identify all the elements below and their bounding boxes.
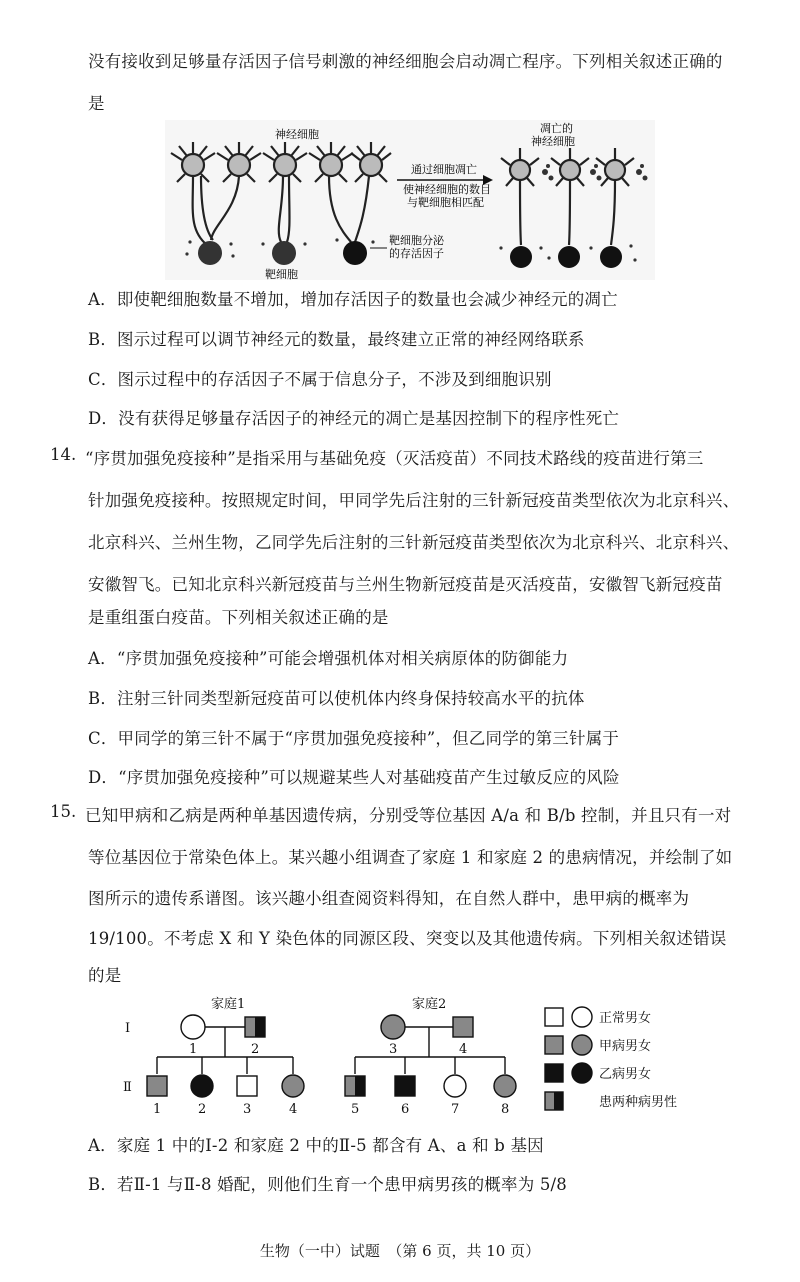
pedigree-num: 4 xyxy=(459,1042,468,1057)
q15-stem-line-1: 已知甲病和乙病是两种单基因遗传病，分别受等位基因 A/a 和 B/b 控制，并且只有一对 xyxy=(85,806,732,825)
q13-option-d: D．没有获得足够量存活因子的神经元的凋亡是基因控制下的程序性死亡 xyxy=(88,409,620,428)
label-target: 靶细胞 xyxy=(265,268,298,280)
q13-stem-line-1: 没有接收到足够量存活因子信号刺激的神经细胞会启动凋亡程序。下列相关叙述正确的 xyxy=(88,52,723,71)
pedigree-normal-female xyxy=(181,1015,205,1039)
q14-option-b: B．注射三针同类型新冠疫苗可以使机体内终身保持较高水平的抗体 xyxy=(88,689,585,708)
q14-stem-line-4: 安徽智飞。已知北京科兴新冠疫苗与兰州生物新冠疫苗是灭活疫苗，安徽智飞新冠疫苗 xyxy=(88,575,723,594)
q14-option-c: C．甲同学的第三针不属于“序贯加强免疫接种”，但乙同学的第三针属于 xyxy=(88,729,620,748)
legend-both: 患两种病男性 xyxy=(599,1095,678,1110)
pedigree-both-diseases-male xyxy=(245,1017,265,1037)
pedigree-num: 2 xyxy=(251,1042,260,1057)
label-apoptotic-2: 神经细胞 xyxy=(531,135,575,148)
q14-option-a: A．“序贯加强免疫接种”可能会增强机体对相关病原体的防御能力 xyxy=(88,649,569,668)
q15-stem-line-5: 的是 xyxy=(88,966,122,985)
pedigree-num: 2 xyxy=(198,1102,207,1117)
label-apoptotic-1: 凋亡的 xyxy=(540,122,573,135)
q14-stem-line-2: 针加强免疫接种。按照规定时间，甲同学先后注射的三针新冠疫苗类型依次为北京科兴、 xyxy=(88,491,740,510)
page-footer: 生物（一中）试题 （第 6 页，共 10 页） xyxy=(259,1242,541,1260)
q14-option-d: D．“序贯加强免疫接种”可以规避某些人对基础疫苗产生过敏反应的风险 xyxy=(88,768,620,787)
pedigree-disease-a-female xyxy=(381,1015,405,1039)
q14-stem-line-1: “序贯加强免疫接种”是指采用与基础免疫（灭活疫苗）不同技术路线的疫苗进行第三 xyxy=(85,449,704,468)
family1-label: 家庭1 xyxy=(211,997,246,1012)
label-arrow-3: 与靶细胞相匹配 xyxy=(407,196,484,209)
pedigree-num: 8 xyxy=(501,1102,510,1117)
label-factor-1: 靶细胞分泌 xyxy=(389,234,444,247)
generation-2-label: Ⅱ xyxy=(123,1080,132,1095)
q13-stem-line-2: 是 xyxy=(88,94,105,113)
pedigree-num: 6 xyxy=(401,1102,410,1117)
neuron-apoptosis-figure xyxy=(165,120,655,280)
legend-normal: 正常男女 xyxy=(599,1011,652,1026)
label-neuron: 神经细胞 xyxy=(275,128,319,141)
pedigree-num: 1 xyxy=(153,1102,162,1117)
q14-number: 14. xyxy=(50,445,77,464)
q14-stem-line-3: 北京科兴、兰州生物，乙同学先后注射的三针新冠疫苗类型依次为北京科兴、北京科兴、 xyxy=(88,533,740,552)
q15-stem-line-4: 19/100。不考虑 X 和 Y 染色体的同源区段、突变以及其他遗传病。下列相关叙述错误 xyxy=(88,929,727,948)
pedigree-num: 3 xyxy=(243,1102,252,1117)
q15-stem-line-2: 等位基因位于常染色体上。某兴趣小组调查了家庭 1 和家庭 2 的患病情况，并绘制了如 xyxy=(88,848,733,867)
label-arrow-1: 通过细胞凋亡 xyxy=(411,163,477,176)
q15-option-b: B．若Ⅱ-1 与Ⅱ-8 婚配，则他们生育一个患甲病男孩的概率为 5/8 xyxy=(88,1175,567,1194)
legend-disease-b: 乙病男女 xyxy=(599,1067,652,1082)
generation-1-label: I xyxy=(125,1021,131,1036)
family2-label: 家庭2 xyxy=(412,997,447,1012)
q13-option-b: B．图示过程可以调节神经元的数量，最终建立正常的神经网络联系 xyxy=(88,330,585,349)
pedigree-num: 1 xyxy=(189,1042,198,1057)
pedigree-num: 5 xyxy=(351,1102,360,1117)
label-factor-2: 的存活因子 xyxy=(389,247,444,260)
q15-stem-line-3: 图所示的遗传系谱图。该兴趣小组查阅资料得知，在自然人群中，患甲病的概率为 xyxy=(88,889,690,908)
pedigree-num: 4 xyxy=(289,1102,298,1117)
q13-option-a: A．即使靶细胞数量不增加，增加存活因子的数量也会减少神经元的凋亡 xyxy=(88,290,618,309)
pedigree-num: 3 xyxy=(389,1042,398,1057)
q15-number: 15. xyxy=(50,802,77,821)
q13-option-c: C．图示过程中的存活因子不属于信息分子，不涉及到细胞识别 xyxy=(88,370,552,389)
pedigree-num: 7 xyxy=(451,1102,460,1117)
pedigree-disease-a-male xyxy=(453,1017,473,1037)
pedigree-figure xyxy=(115,990,715,1120)
q15-option-a: A．家庭 1 中的Ⅰ-2 和家庭 2 中的Ⅱ-5 都含有 A、a 和 b 基因 xyxy=(88,1136,544,1155)
q14-stem-line-5: 是重组蛋白疫苗。下列相关叙述正确的是 xyxy=(88,608,389,627)
label-arrow-2: 使神经细胞的数目 xyxy=(403,183,491,196)
legend-disease-a: 甲病男女 xyxy=(599,1039,652,1054)
